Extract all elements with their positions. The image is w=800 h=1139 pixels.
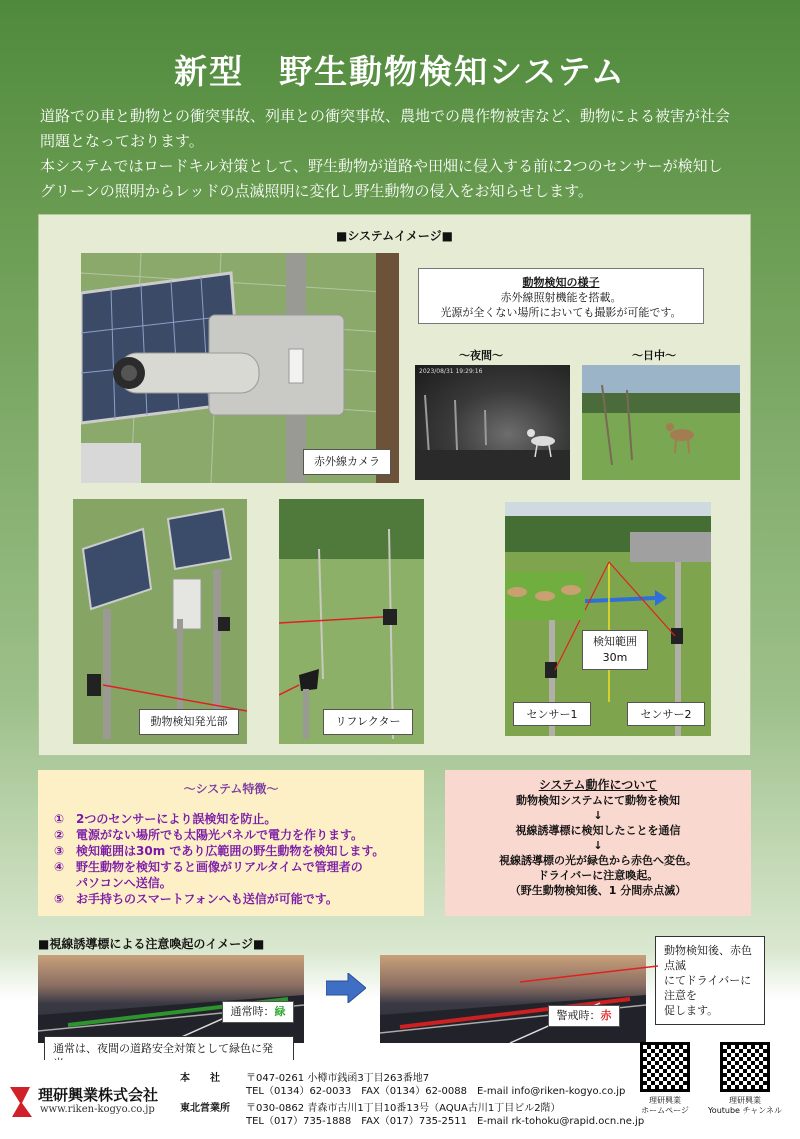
night-scene-illustration	[415, 365, 570, 480]
feature-item: ② 電源がない場所でも太陽光パネルで電力を作ります。	[54, 828, 364, 842]
sensor2-caption: センサー2	[627, 702, 705, 726]
company-logo-icon	[8, 1085, 34, 1119]
footer	[0, 1060, 800, 1139]
alert-state-value: 赤	[600, 1009, 612, 1022]
night-photo	[415, 365, 570, 480]
operation-line: （野生動物検知後、1 分間赤点滅）	[509, 884, 687, 897]
operation-line: 動物検知システムにて動物を検知	[516, 794, 680, 807]
intro-text	[40, 104, 770, 204]
operation-line: 視線誘導標の光が緑色から赤色へ変色。	[499, 854, 697, 867]
operation-arrow: ↓	[593, 809, 603, 822]
operation-arrow: ↓	[593, 839, 603, 852]
sensor1-caption: センサー1	[513, 702, 591, 726]
normal-note: 通常は、夜間の道路安全対策として緑色に発	[44, 1036, 294, 1076]
feature-item: ④ 野生動物を検知すると画像がリアルタイムで管理者の	[54, 860, 363, 874]
operation-line: ドライバーに注意喚起。	[537, 869, 659, 882]
hq-line: TEL（0134）62-0033 FAX（0134）62-0088 E-mail info@riken-kogyo.co.jp	[246, 1086, 626, 1097]
day-label: ～日中～	[632, 349, 676, 362]
intro-line: 道路での車と動物との衝突事故、列車との衝突事故、農地での農作物被害など、動物による被害が社会	[40, 107, 731, 125]
normal-state-value: 緑	[274, 1005, 286, 1018]
alert-callout-line: 動物検知後、赤色点滅	[664, 944, 752, 972]
emitter-photo	[73, 499, 247, 744]
day-scene-illustration	[582, 365, 740, 480]
youtube-qr-caption: 理研興業 Youtube チャンネル	[707, 1096, 783, 1115]
alert-callout-line: 促します。	[664, 1004, 719, 1017]
camera-caption: 赤外線カメラ	[303, 449, 391, 475]
page-title: 新型 野生動物検知システム	[174, 52, 626, 91]
company-url[interactable]: www.riken-kogyo.co.jp	[40, 1104, 155, 1115]
detection-range-photo	[505, 502, 711, 736]
tohoku-label: 東北営業所	[180, 1103, 230, 1114]
feature-item: パソコンへ送信。	[76, 876, 172, 890]
normal-state-caption	[222, 1001, 294, 1023]
callout-pointer-icon	[520, 960, 660, 990]
detection-range-illustration	[505, 502, 711, 736]
alert-callout	[655, 936, 765, 1025]
hq-address	[180, 1072, 625, 1098]
tohoku-address	[180, 1102, 644, 1128]
normal-state-label: 通常時：	[230, 1005, 275, 1018]
intro-line: グリーンの照明からレッドの点滅照明に変化し野生動物の侵入をお知らせします。	[40, 182, 593, 200]
homepage-qr-caption: 理研興業 ホームページ	[641, 1096, 689, 1115]
feature-item: ③ 検知範囲は30m であり広範囲の野生動物を検知します。	[54, 844, 385, 858]
operation-heading: システム動作について	[538, 778, 658, 792]
feature-item: ① 2つのセンサーにより誤検知を防止。	[54, 812, 277, 826]
night-label: ～夜間～	[459, 349, 503, 362]
night-timestamp: 2023/08/31 19:29:16	[419, 368, 483, 375]
reflector-photo	[279, 499, 424, 744]
right-arrow-icon	[326, 973, 366, 1003]
normal-road-image	[38, 955, 304, 1043]
range-label: 検知範囲	[593, 635, 637, 648]
normal-road-illustration	[38, 955, 304, 1043]
features-box	[38, 770, 424, 916]
features-list	[54, 811, 424, 907]
range-caption	[582, 630, 648, 670]
guidance-heading: ■視線誘導標による注意喚起のイメージ■	[38, 937, 265, 951]
hq-line: 〒047-0261 小樽市銭函3丁目263番地7	[246, 1073, 430, 1084]
operation-box	[445, 770, 751, 916]
features-heading: ～システム特徴～	[183, 782, 279, 796]
detection-info-line: 赤外線照射機能を搭載。	[500, 291, 622, 304]
tohoku-line: 〒030-0862 青森市古川1丁目10番13号（AQUA古川1丁目ビル2階）	[246, 1103, 561, 1114]
intro-line: 本システムではロードキル対策として、野生動物が道路や田畑に侵入する前に2つのセンサーが検知し	[40, 157, 723, 175]
camera-photo	[81, 253, 399, 483]
system-image-panel	[38, 214, 751, 756]
alert-state-label: 警戒時：	[556, 1009, 601, 1022]
operation-line: 視線誘導標に検知したことを通信	[515, 824, 681, 837]
hq-label: 本 社	[180, 1073, 220, 1084]
alert-callout-line: にてドライバーに注意を	[664, 974, 752, 1002]
detection-info-line: 光源が全くない場所においても撮影が可能です。	[440, 306, 682, 319]
detection-info-title: 動物検知の様子	[522, 276, 600, 289]
emitter-illustration	[73, 499, 247, 744]
emitter-caption: 動物検知発光部	[139, 709, 239, 735]
feature-item: ⑤ お手持ちのスマートフォンへも送信が可能です。	[54, 892, 338, 906]
youtube-qr-code[interactable]	[720, 1042, 770, 1092]
system-image-heading: ■システムイメージ■	[336, 229, 453, 243]
detection-info-box	[418, 268, 704, 324]
reflector-caption: リフレクター	[323, 709, 413, 735]
tohoku-line: TEL（017）735-1888 FAX（017）735-2511 E-mail rk-tohoku@rapid.ocn.ne.jp	[246, 1116, 645, 1127]
range-value: 30m	[602, 651, 628, 664]
reflector-illustration	[279, 499, 424, 744]
homepage-qr-code[interactable]	[640, 1042, 690, 1092]
intro-line: 問題となっております。	[40, 132, 204, 150]
day-photo	[582, 365, 740, 480]
alert-state-caption	[548, 1005, 620, 1027]
company-name: 理研興業株式会社	[38, 1086, 159, 1104]
